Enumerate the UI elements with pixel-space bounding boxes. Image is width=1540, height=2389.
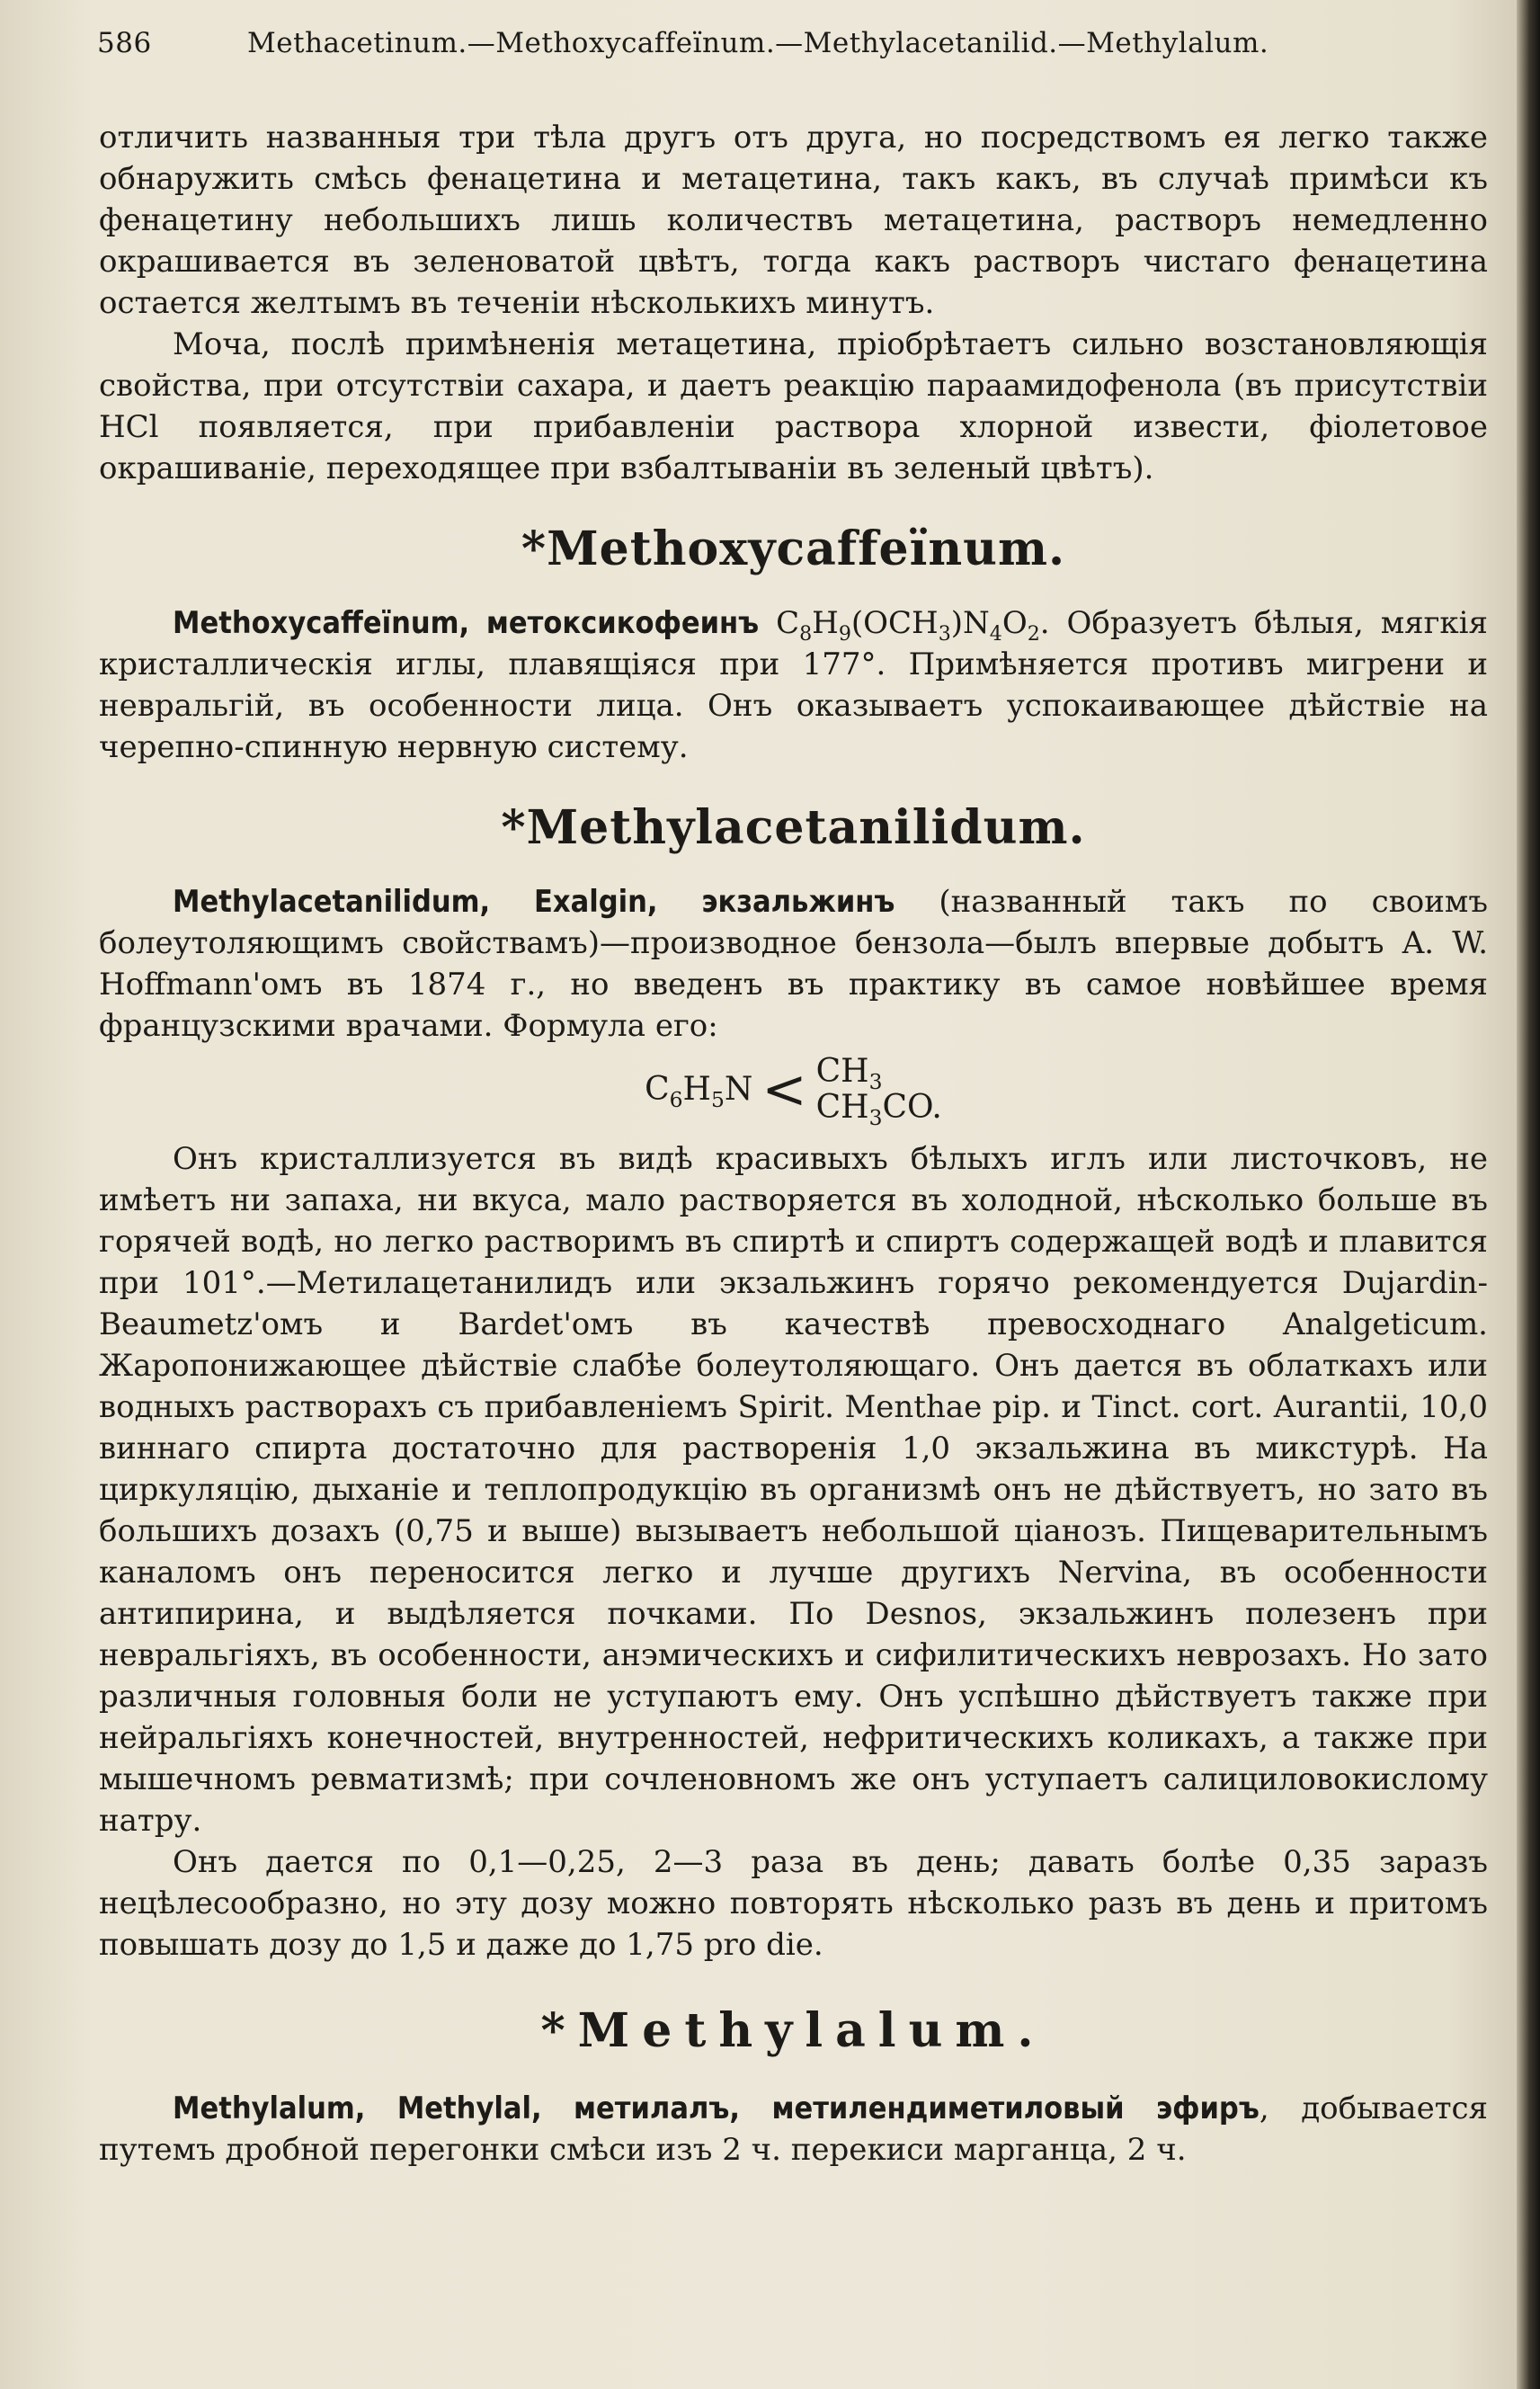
running-title: Methacetinum.—Methoxycaffeïnum.—Methylacetanilid.—Methylalum. [247, 27, 1269, 59]
book-spine-shadow [1517, 0, 1540, 2389]
formula-top: $CH_3$ [815, 1053, 883, 1095]
methacetin-paragraph-1: отличить названныя три тѣла другъ отъ друга, но посредствомъ ея легко также обнаружить смѣсь фенацетина и метацетина, такъ какъ, въ случаѣ примѣси къ фенацетину небольшихъ лишь количествъ метацетина, растворъ немедленно окрашивается въ зеленоватой цвѣтъ, тогда какъ растворъ чистаго фенацетина остается желтымъ въ теченіи нѣсколькихъ минутъ. [99, 120, 1488, 321]
page-number: 586 [97, 27, 152, 59]
methacetin-paragraph-2: Моча, послѣ примѣненія метацетина, пріобрѣтаетъ сильно возстановляющія свойства, при отсутствіи сахара, и даетъ реакцію параамидофенола (въ присутствіи HCl появляется, при прибавленіи раствора хлорной извести, фіолетовое окрашиваніе, переходящее при взбалтываніи въ зеленый цвѣтъ). [99, 326, 1488, 486]
formula-substituents [815, 1053, 942, 1131]
term-methoxycaffeinum: Methoxycaffeïnum, метоксикофеинъ [173, 605, 760, 641]
methylacetanilidum-intro [99, 881, 1488, 1047]
methylalum-paragraph [99, 2088, 1488, 2171]
methylacetanilidum-paragraph-3: Онъ дается по 0,1—0,25, 2—3 раза въ день; давать болѣе 0,35 заразъ нецѣлесообразно, но эту дозу можно повторять нѣсколько разъ въ день и притомъ повышать дозу до 1,5 и даже до 1,75 pro die. [99, 1844, 1488, 1963]
methylacetanilidum-paragraph-2: Онъ кристаллизуется въ видѣ красивыхъ бѣлыхъ иглъ или листочковъ, не имѣетъ ни запаха, ни вкуса, мало растворяется въ холодной, нѣсколько больше въ горячей водѣ, но легко растворимъ въ спиртѣ и спиртъ содержащей водѣ и плавится при 101°.—Метилацетанилидъ или экзальжинъ горячо рекомендуется Dujardin-Beaumetz'омъ и Bardet'омъ въ качествѣ превосходнаго Analgeticum. Жаропонижающее дѣйствіе слабѣе болеутоляющаго. Онъ дается въ облаткахъ или водныхъ растворахъ съ прибавленіемъ Spirit. Menthae pip. и Tinct. cort. Aurantii, 10,0 виннаго спирта достаточно для растворенія 1,0 экзальжина въ микстурѣ. На циркуляцію, дыханіе и теплопродукцію въ организмѣ онъ не дѣйствуетъ, но зато въ большихъ дозахъ (0,75 и выше) вызываетъ небольшой ціанозъ. Пищеварительнымъ каналомъ онъ переносится легко и лучше другихъ Nervina, въ особенности антипирина, и выдѣляется почками. По Desnos, экзальжинъ полезенъ при невральгіяхъ, въ особенности, анэмическихъ и сифилитическихъ неврозахъ. Но зато различныя головныя боли не уступаютъ ему. Онъ успѣшно дѣйствуетъ также при нейральгіяхъ конечностей, внутренностей, нефритическихъ коликахъ, а также при мышечномъ ревматизмѣ; при сочленовномъ же онъ уступаетъ салициловокислому натру. [99, 1141, 1488, 1839]
heading-methoxycaffeinum: *Methoxycaffeïnum. [521, 521, 1066, 576]
term-methylalum: Methylalum, Methylal, метилалъ, метилендиметиловый эфиръ [173, 2090, 1260, 2126]
heading-methylacetanilidum: *Methylacetanilidum. [501, 800, 1086, 855]
methylalum-text: , добывается путемъ дробной перегонки смѣси изъ 2 ч. перекиси марганца, 2 ч. [99, 2090, 1488, 2168]
page-body [99, 117, 1488, 2171]
formula-bottom: $CH_3CO$. [815, 1089, 942, 1131]
methylacetanilidum-intro-text: (названный такъ по своимъ болеутоляющимъ свойствамъ)—производное бензола—былъ впервые добытъ A. W. Hoffmann'омъ въ 1874 г., но введенъ въ практику въ самое новѣйшее время французскими врачами. Формула его: [99, 884, 1488, 1044]
methoxycaffeinum-text: . Образуетъ бѣлыя, мягкія кристаллическія иглы, плавящіяся при 177°. Примѣняется противъ мигрени и невральгій, въ особенности лица. Онъ оказываетъ успокаивающее дѣйствіе на черепно-спинную нервную систему. [99, 605, 1488, 765]
formula-left: $C_6H_5N$ [645, 1071, 753, 1113]
methoxycaffeinum-paragraph [99, 602, 1488, 768]
structural-formula [99, 1053, 1488, 1131]
methoxycaffeinum-formula: $C_8H_9(OCH_3)N_4O_2$ [776, 605, 1040, 646]
page-header [97, 27, 1401, 59]
heading-methylalum: *Methylalum. [540, 2003, 1046, 2058]
formula-branch: < [761, 1058, 807, 1121]
term-methylacetanilidum: Methylacetanilidum, Exalgin, экзальжинъ [173, 884, 895, 920]
